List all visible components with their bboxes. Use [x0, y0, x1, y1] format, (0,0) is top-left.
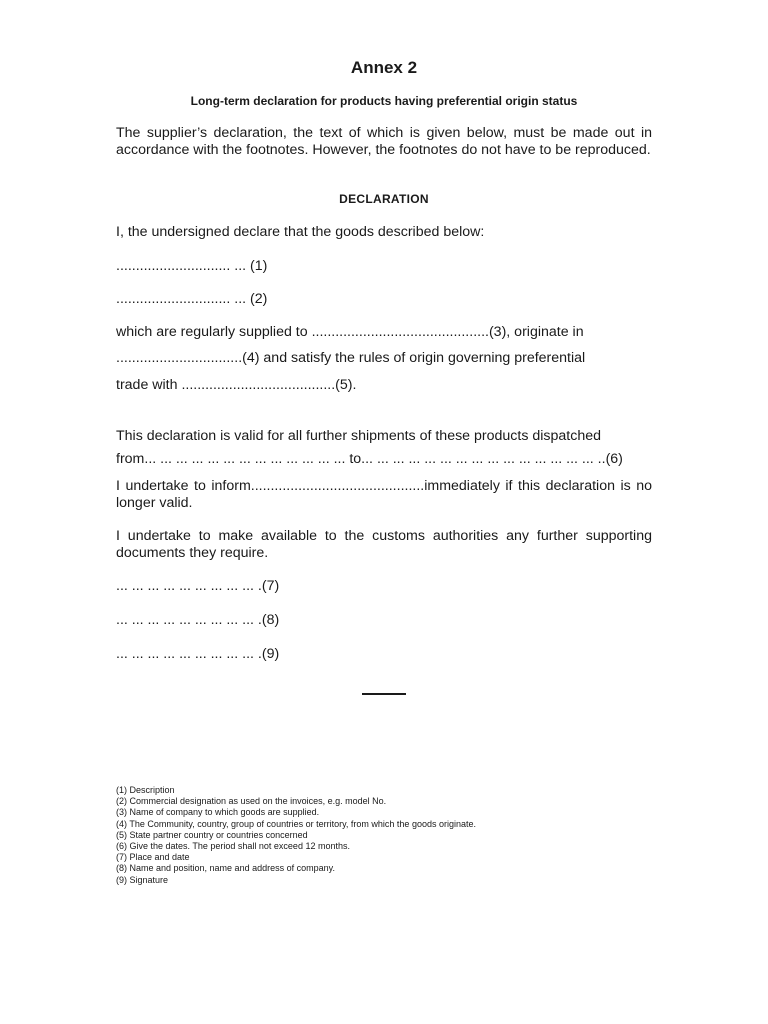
blank-line-8: ... ... ... ... ... ... ... ... ... .(8) — [116, 612, 280, 628]
inform-paragraph: I undertake to inform............................................immediately if this declaration is no longer valid. — [116, 478, 652, 511]
footnote-item: (2) Commercial designation as used on the invoices, e.g. model No. — [116, 796, 387, 807]
intro-paragraph: The supplier’s declaration, the text of which is given below, must be made out in accordance with the footnotes. However, the footnotes do not have to be reproduced. — [116, 125, 652, 158]
valid-line: This declaration is valid for all further shipments of these products dispatched — [116, 428, 601, 444]
footnote-item: (4) The Community, country, group of countries or territory, from which the goods originate. — [116, 818, 476, 829]
page-subtitle: Long-term declaration for products having preferential origin status — [190, 94, 578, 108]
supplied-line: which are regularly supplied to .............................................(3), originate in — [116, 324, 584, 340]
satisfy-line: ................................(4) and satisfy the rules of origin governing preferential — [116, 350, 586, 366]
blank-line-1: ............................. ... (1) — [116, 258, 268, 274]
footnote-item: (7) Place and date — [116, 852, 190, 863]
blank-line-2: ............................. ... (2) — [116, 291, 268, 307]
from-to-line: from... ... ... ... ... ... ... ... ... ... ... ... ... to... ... ... ... ... ... ... ... ... ... ... ... ... ... ... ..(6) — [116, 451, 623, 467]
page-title: Annex 2 — [350, 58, 418, 77]
footnote-item: (6) Give the dates. The period shall not exceed 12 months. — [116, 841, 350, 852]
undersigned-line: I, the undersigned declare that the goods described below: — [116, 224, 485, 240]
footnotes-list — [116, 785, 476, 886]
footnote-item: (1) Description — [116, 785, 175, 795]
footnote-item: (8) Name and position, name and address of company. — [116, 863, 335, 874]
section-divider — [362, 693, 406, 695]
blank-line-9: ... ... ... ... ... ... ... ... ... .(9) — [116, 646, 280, 662]
footnote-item: (3) Name of company to which goods are supplied. — [116, 807, 320, 818]
footnote-item: (5) State partner country or countries concerned — [116, 829, 308, 840]
blank-line-7: ... ... ... ... ... ... ... ... ... .(7) — [116, 578, 280, 594]
available-paragraph: I undertake to make available to the customs authorities any further supporting documents they require. — [116, 528, 652, 561]
footnote-item: (9) Signature — [116, 874, 169, 885]
trade-line: trade with .......................................(5). — [116, 377, 357, 393]
declaration-heading: DECLARATION — [339, 192, 429, 206]
